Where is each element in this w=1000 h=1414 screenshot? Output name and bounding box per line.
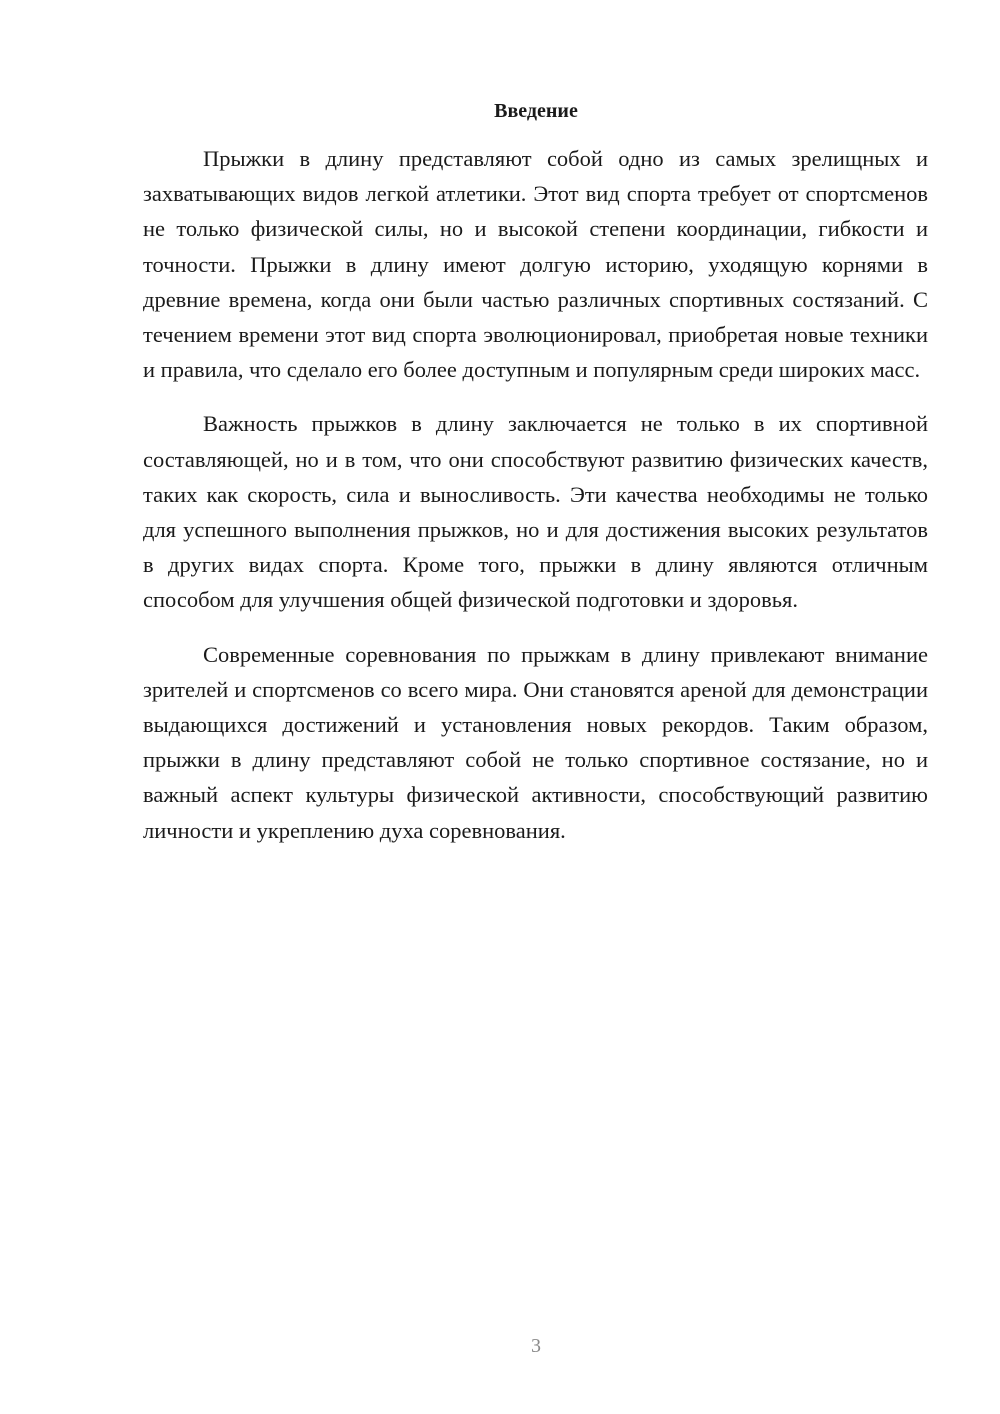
paragraph-1: Прыжки в длину представляют собой одно из самых зрелищных и захватывающих видов легкой атлетики. Этот вид спорта требует от спортсменов не только физической силы, но и высокой степени координации, гибкости и точности. Прыжки в длину имеют долгую историю, уходящую корнями в древние времена, когда они были частью различных спортивных состязаний. С течением времени этот вид спорта эволюционировал, приобретая новые техники и правила, что сделало его более доступным и популярным среди широких масс. xyxy=(143,146,928,383)
section-heading: Введение xyxy=(494,100,578,122)
paragraph-2: Важность прыжков в длину заключается не только в их спортивной составляющей, но и в том, что они способствуют развитию физических качеств, таких как скорость, сила и выносливость. Эти качества необходимы не только для успешного выполнения прыжков, но и для достижения высоких результатов в других видах спорта. Кроме того, прыжки в длину являются отличным способом для улучшения общей физической подготовки и здоровья. xyxy=(143,411,928,613)
body-text xyxy=(143,141,928,848)
page-number: 3 xyxy=(531,1335,541,1357)
paragraph-3: Современные соревнования по прыжкам в длину привлекают внимание зрителей и спортсменов со всего мира. Они становятся ареной для демонстрации выдающихся достижений и установления новых рекордов. Таким образом, прыжки в длину представляют собой не только спортивное состязание, но и важный аспект культуры физической активности, способствующий развитию личности и укреплению духа соревнования. xyxy=(143,641,928,843)
